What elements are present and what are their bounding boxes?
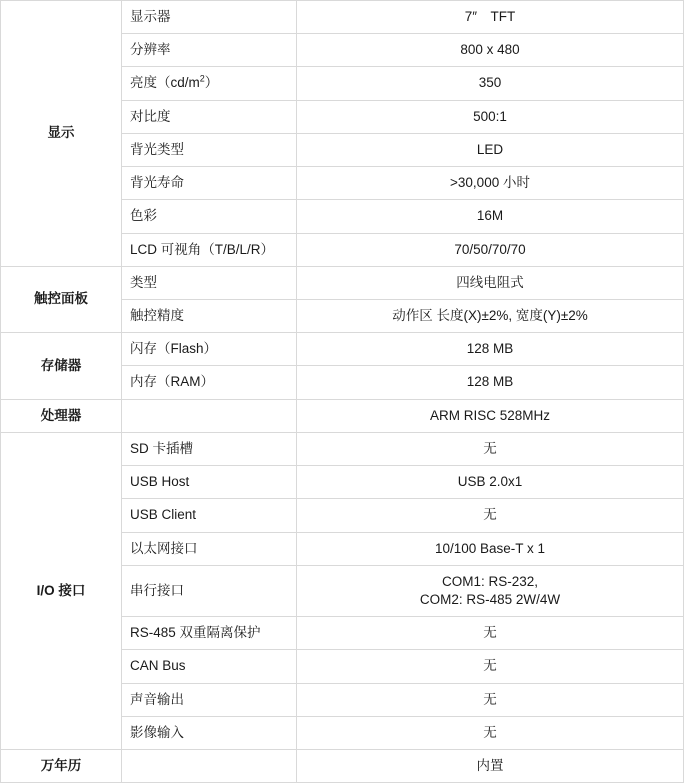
value-cell: 无 (297, 683, 684, 716)
item-cell: 背光类型 (122, 133, 297, 166)
category-cell-processor: 处理器 (1, 399, 122, 432)
item-cell: 以太网接口 (122, 532, 297, 565)
item-cell: SD 卡插槽 (122, 432, 297, 465)
item-cell: RS-485 双重隔离保护 (122, 617, 297, 650)
item-cell: 色彩 (122, 200, 297, 233)
item-label-superscript: 2 (199, 73, 205, 84)
item-cell: 对比度 (122, 100, 297, 133)
item-cell: 类型 (122, 266, 297, 299)
table-row (1, 333, 684, 366)
value-cell: 350 (297, 67, 684, 100)
item-cell (122, 399, 297, 432)
value-cell: 动作区 长度(X)±2%, 宽度(Y)±2% (297, 299, 684, 332)
item-label-tail: ） (204, 75, 219, 91)
value-cell: 无 (297, 617, 684, 650)
table-row (1, 1, 684, 34)
item-cell: 闪存（Flash） (122, 333, 297, 366)
table-row (1, 432, 684, 465)
item-cell: 触控精度 (122, 299, 297, 332)
value-cell: 128 MB (297, 366, 684, 399)
value-cell: 无 (297, 432, 684, 465)
value-line: COM1: RS-232, (441, 573, 539, 589)
value-cell: 500:1 (297, 100, 684, 133)
value-cell: 无 (297, 499, 684, 532)
item-cell: USB Client (122, 499, 297, 532)
value-line: COM2: RS-485 2W/4W (419, 591, 561, 607)
item-cell: 背光寿命 (122, 167, 297, 200)
value-cell: >30,000 小时 (297, 167, 684, 200)
category-cell-display: 显示 (1, 1, 122, 267)
category-cell-calendar: 万年历 (1, 750, 122, 783)
value-cell: 无 (297, 716, 684, 749)
item-cell: 影像输入 (122, 716, 297, 749)
item-cell: LCD 可视角（T/B/L/R） (122, 233, 297, 266)
value-cell: 16M (297, 200, 684, 233)
item-cell: 内存（RAM） (122, 366, 297, 399)
value-cell: USB 2.0x1 (297, 466, 684, 499)
category-cell-io-interface: I/O 接口 (1, 432, 122, 749)
item-cell: USB Host (122, 466, 297, 499)
value-cell: 10/100 Base-T x 1 (297, 532, 684, 565)
item-cell: 分辨率 (122, 34, 297, 67)
item-cell: CAN Bus (122, 650, 297, 683)
value-cell: 800 x 480 (297, 34, 684, 67)
table-row (1, 266, 684, 299)
value-cell: 128 MB (297, 333, 684, 366)
table-row (1, 399, 684, 432)
value-cell: 内置 (297, 750, 684, 783)
item-cell (122, 750, 297, 783)
category-cell-memory: 存储器 (1, 333, 122, 399)
value-cell: 7″ TFT (297, 1, 684, 34)
table-row (1, 750, 684, 783)
item-cell: 声音输出 (122, 683, 297, 716)
item-cell: 显示器 (122, 1, 297, 34)
category-cell-touch-panel: 触控面板 (1, 266, 122, 332)
item-cell (122, 67, 297, 100)
value-cell: 70/50/70/70 (297, 233, 684, 266)
value-cell: LED (297, 133, 684, 166)
value-cell: 四线电阻式 (297, 266, 684, 299)
item-label-base: 亮度（cd/m (130, 75, 200, 91)
item-cell: 串行接口 (122, 565, 297, 616)
value-cell: 无 (297, 650, 684, 683)
value-cell: ARM RISC 528MHz (297, 399, 684, 432)
value-cell-multiline (297, 565, 684, 616)
